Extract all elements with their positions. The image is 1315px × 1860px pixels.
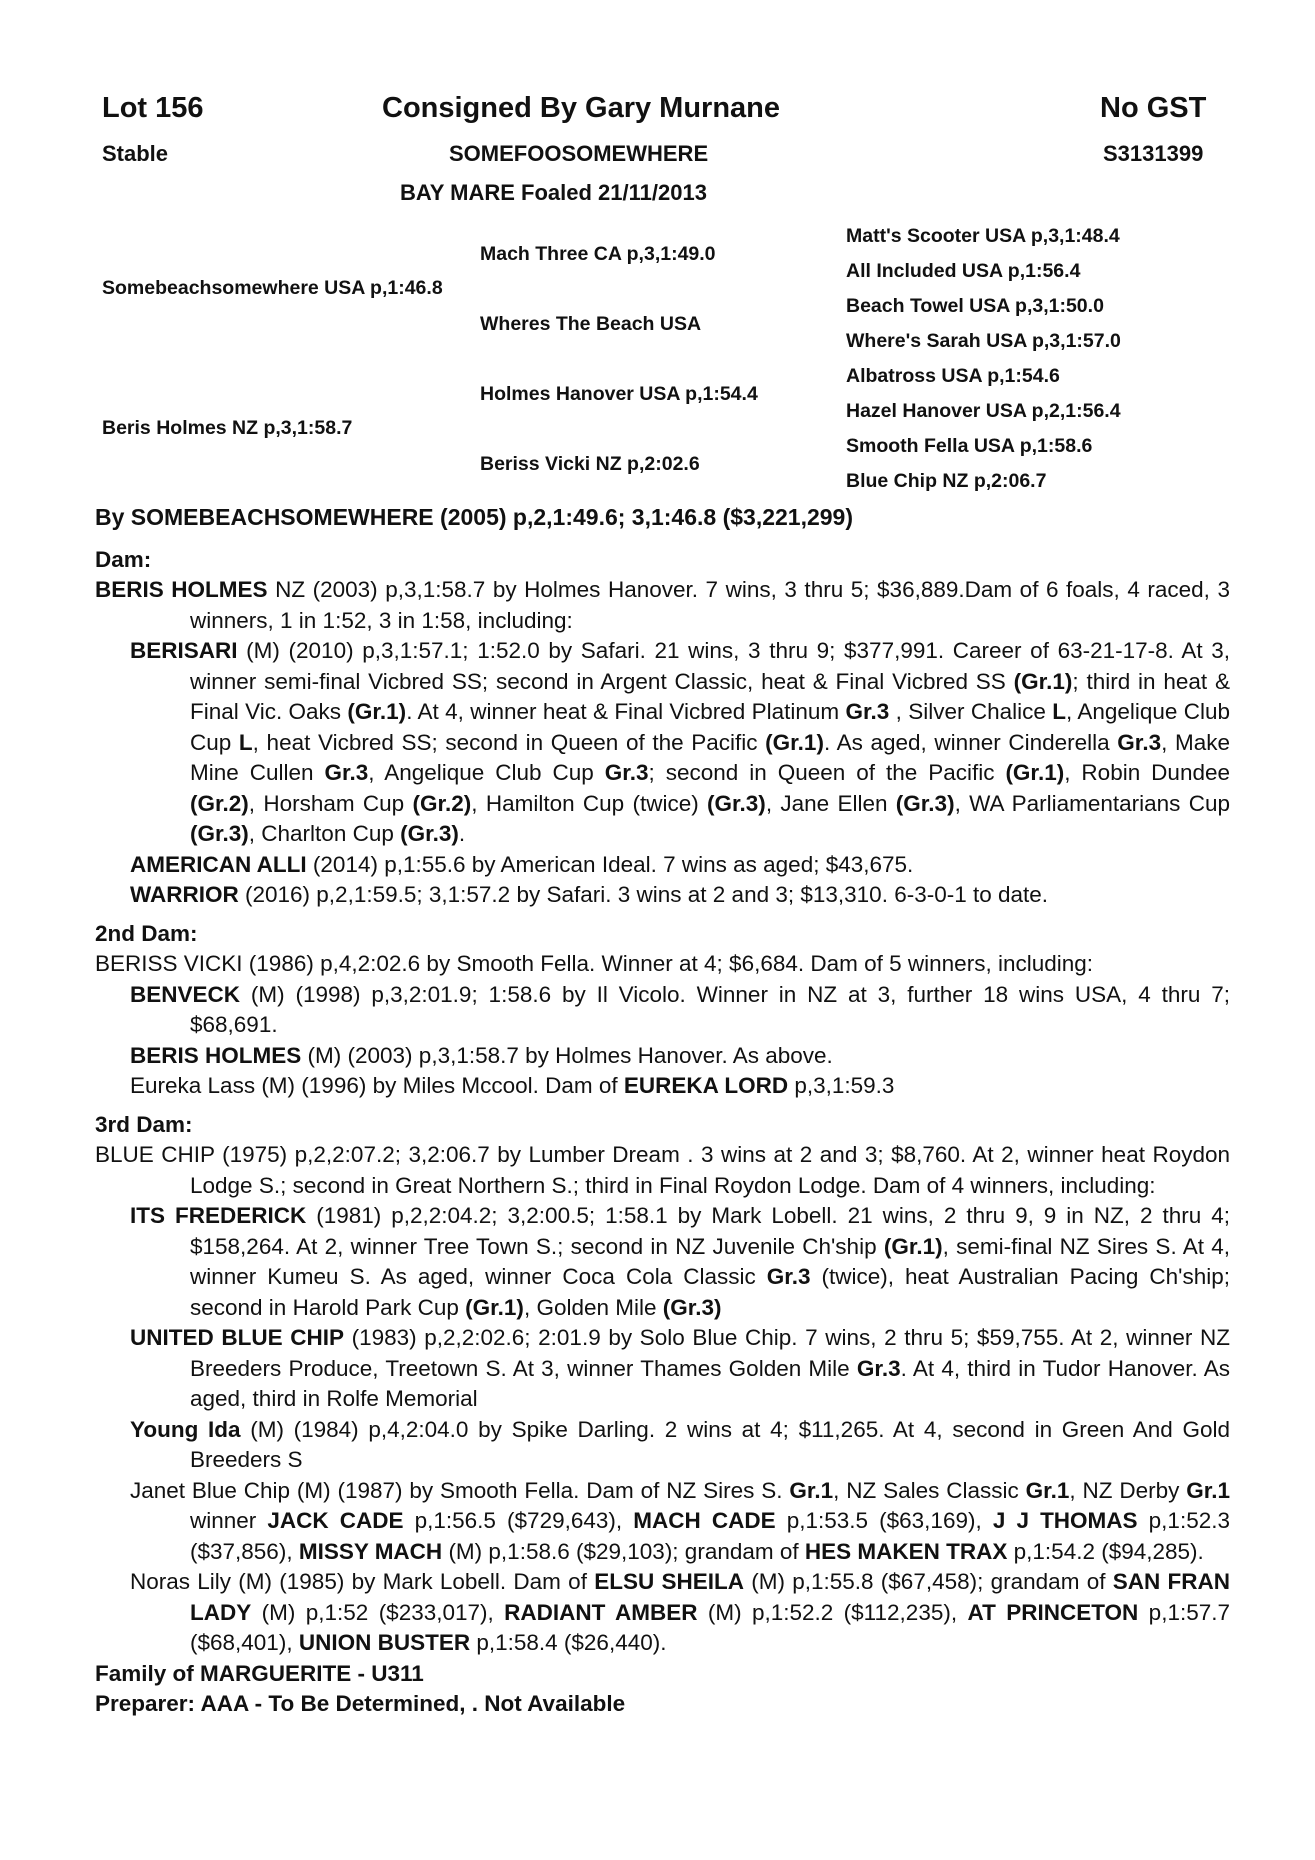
lot-number: Lot 156 [102,92,204,124]
progeny-its-frederick: ITS FREDERICK (1981) p,2,2:04.2; 3,2:00.5; 1:58.1 by Mark Lobell. 21 wins, 2 thru 9, 9 in NZ, 2 thru 4; $158,264. At 2, winner Tree Town S.; second in NZ Juvenile Ch'ship (Gr.1), semi-final NZ Sires S. At 4, winner Kumeu S. As aged, winner Coca Cola Classic Gr.3 (twice), heat Australian Pacing Ch'ship; second in Harold Park Cup (Gr.1), Golden Mile (Gr.3) [130,1203,1230,1320]
pedigree-g3-4: Where's Sarah USA p,3,1:57.0 [846,330,1121,352]
family-line: Family of MARGUERITE - U311 [95,1660,424,1686]
pedigree-g3-8: Blue Chip NZ p,2:06.7 [846,470,1047,492]
progeny-janet-blue-chip: Janet Blue Chip (M) (1987) by Smooth Fella. Dam of NZ Sires S. Gr.1, NZ Sales Classic Gr.1, NZ Derby Gr.1 winner JACK CADE p,1:56.5 ($729,643), MACH CADE p,1:53.5 ($63,169), J J THOMAS p,1:52.3 ($37,856), MISSY MACH (M) p,1:58.6 ($29,103); grandam of HES MAKEN TRAX p,1:54.2 ($94,285). [130,1477,1230,1564]
progeny-name: BENVECK [130,981,241,1007]
dam-heading: Dam: [95,546,152,572]
horse-description: BAY MARE Foaled 21/11/2013 [400,180,707,205]
progeny-name: ITS FREDERICK [130,1203,307,1228]
pedigree-g3-7: Smooth Fella USA p,1:58.6 [846,435,1093,457]
progeny-warrior: WARRIOR (2016) p,2,1:59.5; 3,1:57.2 by Safari. 3 wins at 2 and 3; $13,310. 6-3-0-1 to date. [130,882,1049,907]
pedigree-sire-sire: Mach Three CA p,3,1:49.0 [480,243,716,265]
progeny-young-ida: Young Ida (M) (1984) p,4,2:04.0 by Spike Darling. 2 wins at 4; $11,265. At 4, second in Green And Gold Breeders S [130,1416,1230,1472]
dam-entry: BERIS HOLMES NZ (2003) p,3,1:58.7 by Holmes Hanover. 7 wins, 3 thru 5; $36,889.Dam of 6 foals, 4 raced, 3 winners, 1 in 1:52, 3 in 1:58, including: [95,577,1230,633]
pedigree-g3-3: Beach Towel USA p,3,1:50.0 [846,295,1104,317]
horse-id: S3131399 [1103,141,1204,166]
progeny-name: UNITED BLUE CHIP [130,1325,344,1350]
progeny-eureka-lass: Eureka Lass (M) (1996) by Miles Mccool. Dam of EUREKA LORD p,3,1:59.3 [130,1073,895,1098]
gst-status: No GST [1100,92,1207,124]
progeny-noras-lily: Noras Lily (M) (1985) by Mark Lobell. Dam of ELSU SHEILA (M) p,1:55.8 ($67,458); grandam of SAN FRAN LADY (M) p,1:52 ($233,017), RADIANT AMBER (M) p,1:52.2 ($112,235), AT PRINCETON p,1:57.7 ($68,401), UNION BUSTER p,1:58.4 ($26,440). [130,1569,1231,1655]
pedigree-g3-6: Hazel Hanover USA p,2,1:56.4 [846,400,1121,422]
pedigree-sire-dam: Wheres The Beach USA [480,313,702,335]
third-dam-entry: BLUE CHIP (1975) p,2,2:07.2; 3,2:06.7 by Lumber Dream . 3 wins at 2 and 3; $8,760. At 2, winner heat Roydon Lodge S.; second in Great Northern S.; third in Final Roydon Lodge. Dam of 4 winners, including: [95,1142,1230,1198]
progeny-benveck: BENVECK (M) (1998) p,3,2:01.9; 1:58.6 by Il Vicolo. Winner in NZ at 3, further 18 wins USA, 4 thru 7; $68,691. [130,981,1230,1037]
progeny-name: Young Ida [130,1416,241,1442]
second-dam-entry: BERISS VICKI (1986) p,4,2:02.6 by Smooth Fella. Winner at 4; $6,684. Dam of 5 winners, including: [95,951,1094,976]
progeny-american-alli: AMERICAN ALLI (2014) p,1:55.6 by American Ideal. 7 wins as aged; $43,675. [130,851,914,877]
progeny-name: BERISARI [130,638,238,663]
progeny-name: BERIS HOLMES [130,1042,302,1068]
progeny-united-blue-chip: UNITED BLUE CHIP (1983) p,2,2:02.6; 2:01.9 by Solo Blue Chip. 7 wins, 2 thru 5; $59,755. At 2, winner NZ Breeders Produce, Treetown S. At 3, winner Thames Golden Mile Gr.3. At 4, third in Tudor Hanover. As aged, third in Rolfe Memorial [130,1325,1230,1411]
dam-name: BERIS HOLMES [95,577,268,602]
progeny-beris-holmes: BERIS HOLMES (M) (2003) p,3,1:58.7 by Holmes Hanover. As above. [130,1042,833,1068]
progeny-name: WARRIOR [130,882,239,907]
by-line: By SOMEBEACHSOMEWHERE (2005) p,2,1:49.6; 3,1:46.8 ($3,221,299) [95,504,854,530]
pedigree-g3-2: All Included USA p,1:56.4 [846,260,1081,282]
preparer-line: Preparer: AAA - To Be Determined, . Not Available [95,1691,626,1716]
pedigree-g3-5: Albatross USA p,1:54.6 [846,365,1060,387]
third-dam-heading: 3rd Dam: [95,1111,193,1137]
progeny-name: AMERICAN ALLI [130,851,307,877]
second-dam-heading: 2nd Dam: [95,920,198,946]
progeny-berisari: BERISARI (M) (2010) p,3,1:57.1; 1:52.0 by Safari. 21 wins, 3 thru 9; $377,991. Career of 63-21-17-8. At 3, winner semi-final Vicbred SS; second in Argent Classic, heat & Final Vicbred SS (Gr.1); third in heat & Final Vic. Oaks (Gr.1). At 4, winner heat & Final Vicbred Platinum Gr.3 , Silver Chalice L, Angelique Club Cup L, heat Vicbred SS; second in Queen of the Pacific (Gr.1). As aged, winner Cinderella Gr.3, Make Mine Cullen Gr.3, Angelique Club Cup Gr.3; second in Queen of the Pacific (Gr.1), Robin Dundee (Gr.2), Horsham Cup (Gr.2), Hamilton Cup (twice) (Gr.3), Jane Ellen (Gr.3), WA Parliamentarians Cup (Gr.3), Charlton Cup (Gr.3). [130,638,1231,846]
catalogue-body [95,502,1230,1720]
horse-name: SOMEFOOSOMEWHERE [449,141,709,166]
stable-label: Stable [102,141,169,166]
pedigree-dam: Beris Holmes NZ p,3,1:58.7 [102,417,353,439]
pedigree-sire: Somebeachsomewhere USA p,1:46.8 [102,277,443,299]
pedigree-g3-1: Matt's Scooter USA p,3,1:48.4 [846,225,1120,247]
pedigree-dam-dam: Beriss Vicki NZ p,2:02.6 [480,453,700,475]
pedigree-dam-sire: Holmes Hanover USA p,1:54.4 [480,383,758,405]
consigned-by: Consigned By Gary Murnane [382,92,781,124]
